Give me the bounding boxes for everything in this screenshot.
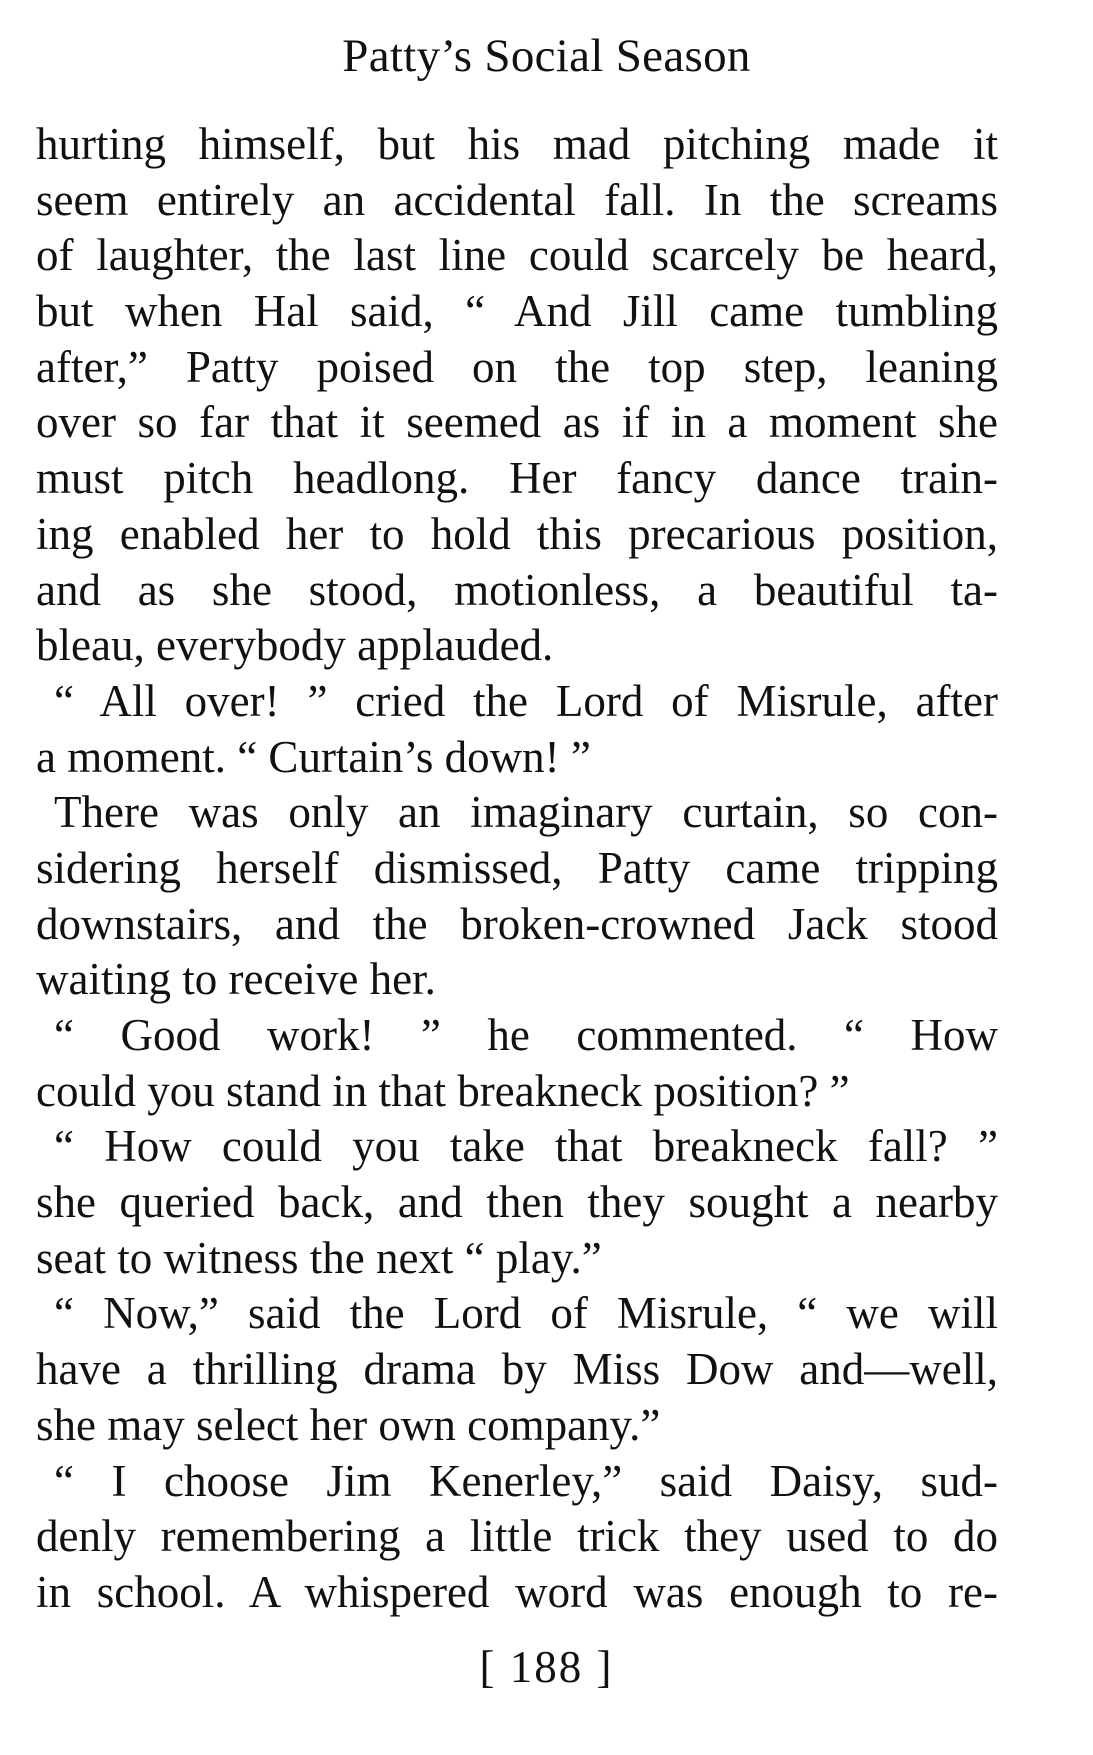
body-text	[36, 117, 998, 1621]
text-line: could you stand in that breakneck position? ”	[36, 1065, 850, 1116]
text-line: a moment. “ Curtain’s down! ”	[36, 731, 591, 782]
running-head-title: Patty’s Social Season	[342, 30, 751, 82]
text-line: seem entirely an accidental fall. In the screams	[36, 174, 998, 225]
text-line: sidering herself dismissed, Patty came tripping	[36, 842, 998, 893]
text-line: and as she stood, motionless, a beautiful ta-	[36, 564, 998, 615]
text-line: she may select her own company.”	[36, 1399, 661, 1450]
text-line: “ All over! ” cried the Lord of Misrule, after	[54, 675, 998, 726]
text-line: she queried back, and then they sought a nearby	[36, 1177, 998, 1228]
text-line: ing enabled her to hold this precarious position,	[36, 508, 998, 559]
text-line: “ How could you take that breakneck fall? ”	[54, 1121, 998, 1172]
text-line: seat to witness the next “ play.”	[36, 1232, 602, 1283]
text-line: after,” Patty poised on the top step, leaning	[36, 341, 998, 392]
text-line: waiting to receive her.	[36, 954, 436, 1005]
text-line: in school. A whispered word was enough to re-	[36, 1566, 998, 1617]
text-line: hurting himself, but his mad pitching made it	[36, 119, 998, 169]
page-number: [ 188 ]	[479, 1642, 614, 1692]
text-line: must pitch headlong. Her fancy dance train-	[36, 453, 998, 504]
text-line: There was only an imaginary curtain, so con-	[54, 787, 998, 838]
text-line: of laughter, the last line could scarcely be heard,	[36, 230, 998, 281]
text-line: over so far that it seemed as if in a moment she	[36, 397, 998, 448]
text-line: “ Now,” said the Lord of Misrule, “ we will	[54, 1288, 998, 1339]
text-line: “ Good work! ” he commented. “ How	[54, 1010, 998, 1060]
text-line: downstairs, and the broken-crowned Jack stood	[36, 898, 998, 949]
text-line: “ I choose Jim Kenerley,” said Daisy, sud-	[54, 1455, 998, 1506]
text-line: have a thrilling drama by Miss Dow and—well,	[36, 1344, 998, 1395]
text-line: bleau, everybody applauded.	[36, 620, 554, 671]
text-line: but when Hal said, “ And Jill came tumbling	[36, 286, 998, 337]
text-line: denly remembering a little trick they used to do	[36, 1511, 998, 1562]
